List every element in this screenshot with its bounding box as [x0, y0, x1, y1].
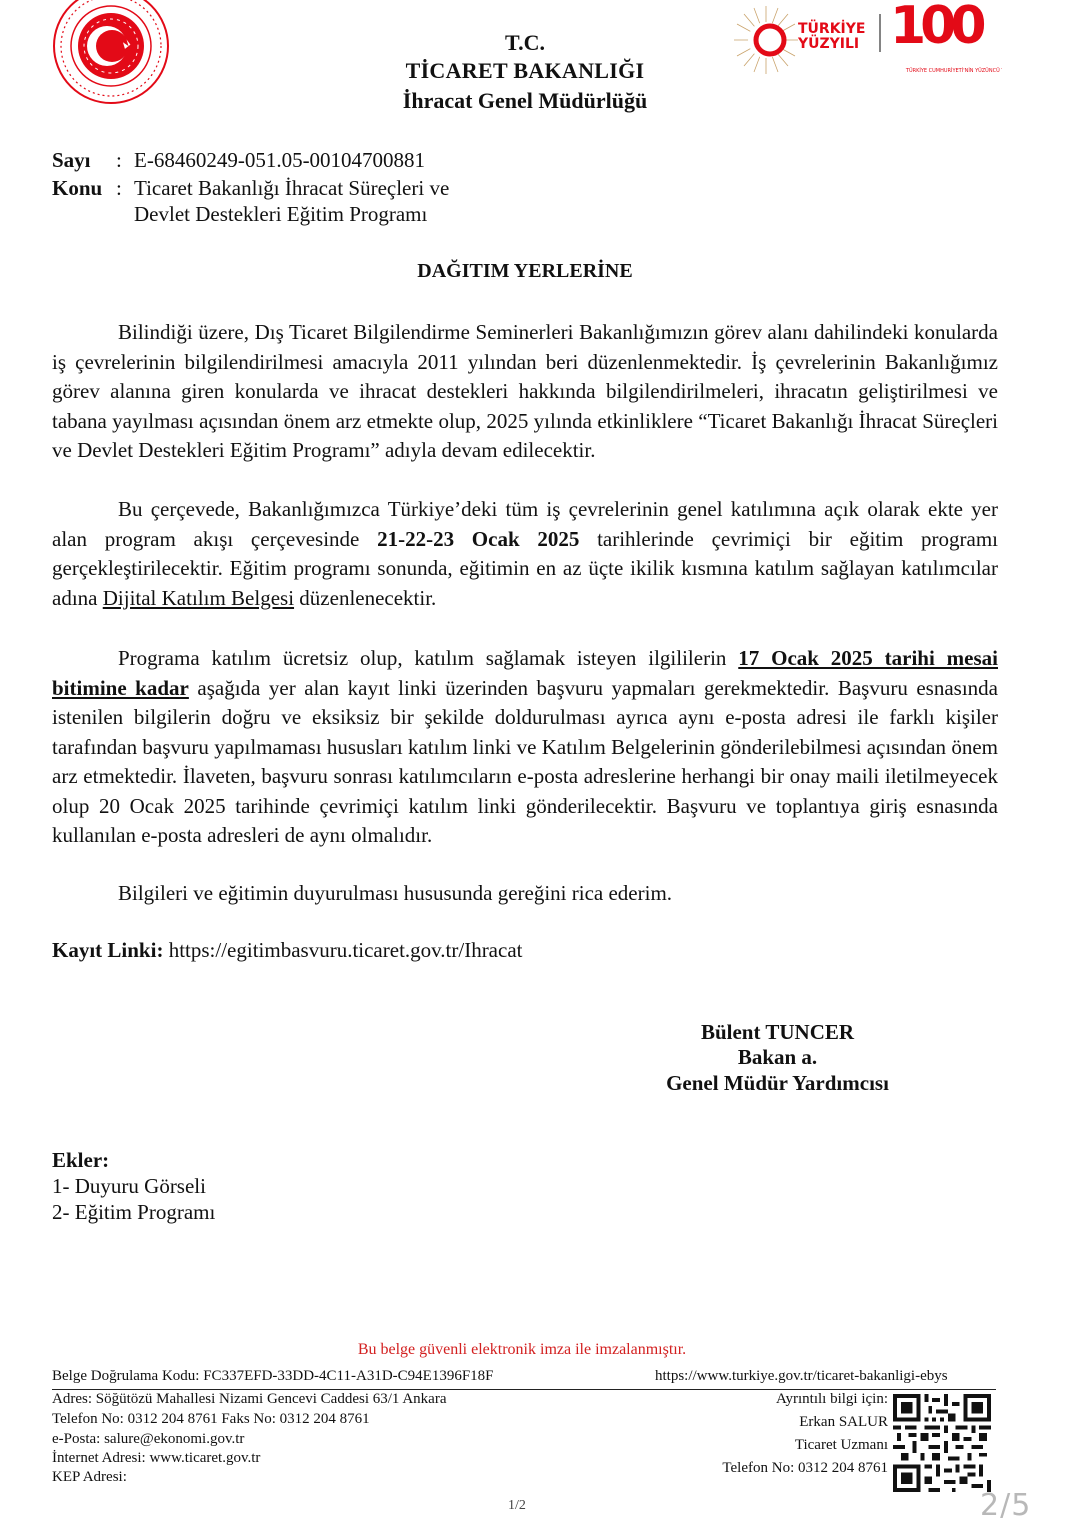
signatory-name: Bülent TUNCER	[700, 1020, 855, 1044]
registration-link-url[interactable]: https://egitimbasvuru.ticaret.gov.tr/Ihracat	[168, 938, 523, 962]
paragraph-2-text-a: Bu çerçevede, Bakanlığımızca Türkiye’deki tüm iş çevrelerinin genel katılımına açık olarak ekte yer alan program akışı çerçevesinde	[52, 497, 998, 551]
registration-link-row	[52, 938, 522, 963]
ministry-seal-icon	[52, 0, 170, 104]
contact-phone: Telefon No: 0312 204 8761	[722, 1460, 888, 1476]
contact-title: Ticaret Uzmanı	[794, 1437, 888, 1453]
footer-address: Adres: Söğütözü Mahallesi Nizami Gencevi Caddesi 63/1 Ankara	[52, 1391, 447, 1407]
contact-info-label: Ayrıntılı bilgi için:	[776, 1391, 888, 1407]
application-deadline: 17 Ocak 2025 tarihi mesai bitimine kadar	[52, 646, 998, 700]
paragraph-4: Bilgileri ve eğitimin duyurulması hususunda gereğini rica ederim.	[118, 881, 673, 905]
centenary-caption: TÜRKİYE CUMHURİYETİ'NİN YÜZÜNCÜ YILI	[905, 68, 1002, 74]
attachment-item: 1- Duyuru Görseli	[52, 1174, 206, 1198]
registration-link-label: Kayıt Linki:	[52, 938, 164, 962]
sayi-colon: :	[116, 148, 122, 172]
qr-code-icon	[893, 1394, 991, 1492]
sayi-value: E-68460249-051.05-00104700881	[134, 148, 426, 172]
header-department: İhracat Genel Müdürlüğü	[402, 88, 648, 113]
attachment-item: 2- Eğitim Programı	[52, 1200, 216, 1224]
paragraph-2	[52, 495, 998, 613]
esignature-notice: Bu belge güvenli elektronik imza ile imzalanmıştır.	[357, 1341, 687, 1358]
document-page-number: 1/2	[508, 1498, 526, 1513]
header-tc: T.C.	[505, 30, 545, 55]
viewer-page-indicator: 2/5	[980, 1488, 1032, 1523]
footer-divider	[52, 1389, 996, 1390]
turkiye-yuzyili-logo	[732, 2, 1002, 78]
attachments-title: Ekler:	[52, 1148, 110, 1172]
header-ministry: TİCARET BAKANLIĞI	[405, 58, 645, 83]
footer-phone-fax: Telefon No: 0312 204 8761 Faks No: 0312 204 8761	[52, 1411, 370, 1427]
konu-colon: :	[116, 176, 122, 200]
konu-line-1: Ticaret Bakanlığı İhracat Süreçleri ve	[134, 176, 450, 200]
konu-label: Konu	[52, 176, 103, 200]
footer-email: e-Posta: salure@ekonomi.gov.tr	[52, 1431, 245, 1447]
footer-internet: İnternet Adresi: www.ticaret.gov.tr	[52, 1450, 261, 1466]
signatory-title: Genel Müdür Yardımcısı	[666, 1071, 889, 1095]
signatory-on-behalf: Bakan a.	[737, 1045, 818, 1069]
sayi-label: Sayı	[52, 148, 91, 172]
centenary-line1: TÜRKİYE	[798, 21, 866, 37]
ebys-url[interactable]: https://www.turkiye.gov.tr/ticaret-bakanligi-ebys	[655, 1368, 948, 1384]
paragraph-3	[52, 644, 998, 851]
paragraph-2-text-c: düzenlenecektir.	[294, 585, 437, 610]
centenary-number: 100	[890, 0, 981, 56]
paragraph-2-text-b: tarihlerinde çevrimiçi bir eğitim programı gerçekleştirilecektir. Eğitim programı sonunda, eğitimin en az üçte ikilik kısmına katılım sağlayan katılımcılar adına	[52, 526, 998, 610]
konu-line-2: Devlet Destekleri Eğitim Programı	[134, 202, 428, 226]
paragraph-3-text-b: aşağıda yer alan kayıt linki üzerinden başvuru yapmaları gerekmektedir. Başvuru esnasında istenilen bilgilerin doğru ve eksiksiz bir şekilde doldurulması ayrıca aynı e-posta adresi ile farklı kişiler tarafından başvuru yapılmaması hususları katılım linki ve Katılım Belgelerinin gönderilebilmesi açısından önem arz etmektedir. İlaveten, başvuru sonrası katılımcıların e-posta adreslerine herhangi bir onay maili iletilmeyecek olup 20 Ocak 2025 tarihinde çevrimiçi katılım linki gönderilecektir. Başvuru ve toplantıya giriş esnasında kullanılan e-posta adresleri de aynı olmalıdır.	[52, 675, 998, 847]
contact-name: Erkan SALUR	[799, 1414, 888, 1430]
training-dates: 21-22-23 Ocak 2025	[377, 526, 580, 551]
addressee-heading: DAĞITIM YERLERİNE	[417, 260, 633, 282]
paragraph-3-text-a: Programa katılım ücretsiz olup, katılım sağlamak isteyen ilgililerin	[118, 646, 739, 670]
centenary-line2: YÜZYILI	[798, 36, 860, 52]
verification-code: Belge Doğrulama Kodu: FC337EFD-33DD-4C11-A31D-C94E1396F18F	[52, 1368, 494, 1384]
paragraph-1: Bilindiği üzere, Dış Ticaret Bilgilendirme Seminerleri Bakanlığımızın görev alanı dahilindeki konularda iş çevrelerinin bilgilendirilmesi amacıyla 2011 yılından beri düzenlenmektedir. İş çevrelerinin Bakanlığımız görev alanına giren konularda ve ihracat destekleri hakkında bilgilendirilmeleri, ihracatın geliştirilmesi ve tabana yayılması açısından önem arz etmekte olup, 2025 yılında etkinliklere “Ticaret Bakanlığı İhracat Süreçleri ve Devlet Destekleri Eğitim Programı” adıyla devam edilecektir.	[52, 320, 998, 462]
footer-kep: KEP Adresi:	[52, 1469, 127, 1485]
digital-certificate: Dijital Katılım Belgesi	[102, 585, 295, 610]
